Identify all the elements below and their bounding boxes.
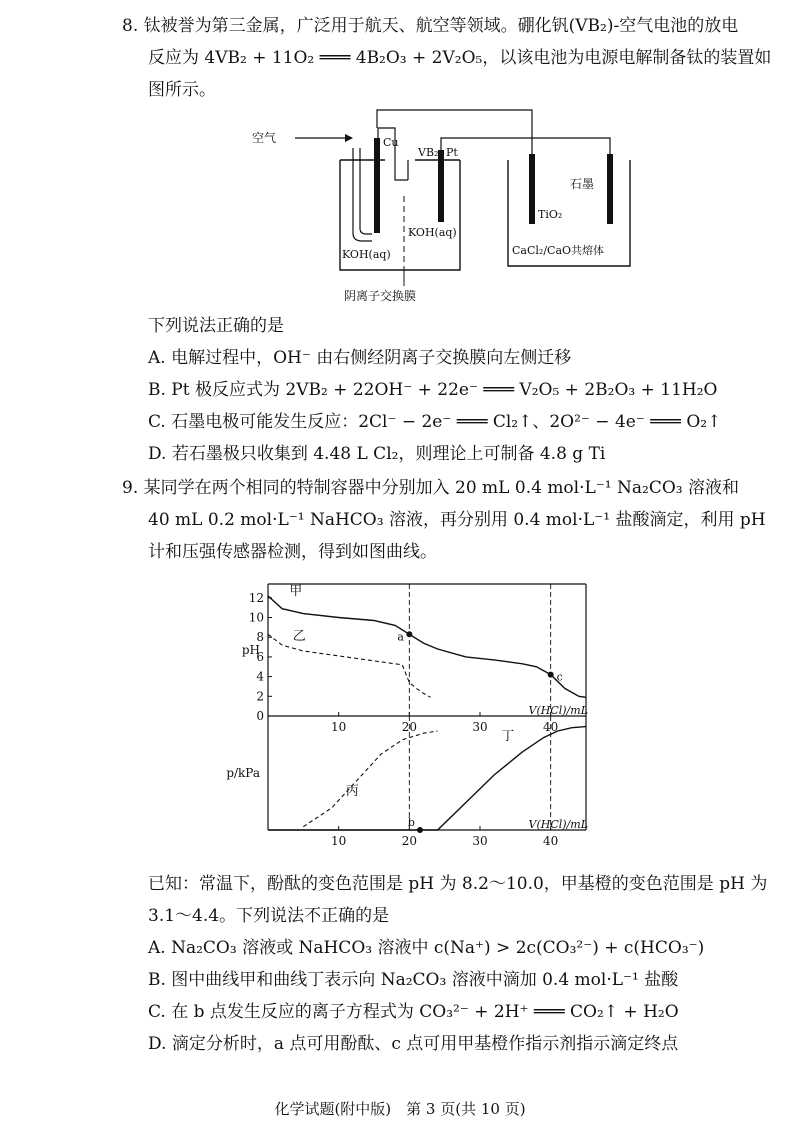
electrolysis-apparatus-diagram [250, 108, 650, 308]
graphite-electrode [607, 154, 613, 224]
q9-line-2: 40 mL 0.2 mol·L⁻¹ NaHCO₃ 溶液，再分别用 0.4 mol·L⁻¹ 盐酸滴定，利用 pH [148, 510, 766, 530]
q8-option-b: B. Pt 极反应式为 2VB₂ + 22OH⁻ + 22e⁻ ═══ V₂O₅ + 2B₂O₃ + 11H₂O [148, 380, 718, 400]
x-tick-label: 20 [401, 720, 417, 734]
x-tick-label: 10 [331, 834, 347, 848]
cu-electrode [374, 138, 380, 233]
q9-option-c: C. 在 b 点发生反应的离子方程式为 CO₃²⁻ + 2H⁺ ═══ CO₂↑ + H₂O [148, 1002, 679, 1022]
q8-option-a: A. 电解过程中，OH⁻ 由右侧经阴离子交换膜向左侧迁移 [148, 348, 572, 368]
data-point [548, 672, 554, 678]
y-axis-label: pH [241, 643, 260, 657]
tio2-label: TiO₂ [538, 208, 563, 221]
x-tick-label: 10 [331, 720, 347, 734]
y-tick-label: 8 [256, 630, 264, 645]
q9-known-2: 3.1～4.4。下列说法不正确的是 [148, 906, 390, 926]
series-label: 丙 [345, 783, 359, 799]
series-label: 丁 [501, 728, 515, 744]
air-label: 空气 [252, 131, 277, 145]
y-axis-label: p/kPa [226, 766, 260, 780]
x-axis-label: V(HCl)/mL [528, 818, 588, 831]
graphite-label: 石墨 [570, 177, 595, 191]
q9-line-3: 计和压强传感器检测，得到如图曲线。 [148, 542, 437, 562]
ph-chart [242, 584, 588, 734]
koh-right-label: KOH(aq) [408, 226, 457, 239]
x-tick-label: 30 [472, 720, 488, 734]
cu-label: Cu [383, 136, 399, 149]
series-line [303, 731, 437, 827]
q8-option-c: C. 石墨电极可能发生反应：2Cl⁻ − 2e⁻ ═══ Cl₂↑、2O²⁻ − 4e⁻ ═══ O₂↑ [148, 412, 722, 432]
q9-line-1: 9. 某同学在两个相同的特制容器中分别加入 20 mL 0.4 mol·L⁻¹ Na₂CO₃ 溶液和 [122, 478, 739, 498]
q8-line-2: 反应为 4VB₂ + 11O₂ ═══ 4B₂O₃ + 2V₂O₅，以该电池为电源电解制备钛的装置如 [148, 48, 772, 68]
air-arrow-icon [345, 134, 353, 142]
x-tick-label: 20 [401, 834, 417, 848]
y-tick-label: 0 [256, 709, 264, 723]
x-tick-label: 30 [472, 834, 488, 848]
data-point [417, 827, 423, 833]
q9-known-1: 已知：常温下，酚酞的变色范围是 pH 为 8.2～10.0，甲基橙的变色范围是 pH 为 [148, 874, 768, 894]
point-label: c [556, 670, 563, 684]
membrane-label: 阴离子交换膜 [344, 289, 417, 303]
x-tick-label: 40 [543, 834, 559, 848]
page-footer: 化学试题(附中版) 第 3 页(共 10 页) [274, 1100, 526, 1118]
q8-line-1: 8. 钛被誉为第三金属，广泛用于航天、航空等领域。硼化钒(VB₂)-空气电池的放电 [122, 16, 739, 36]
pt-label: Pt [446, 146, 458, 159]
tio2-electrode [529, 154, 535, 224]
series-label: 乙 [292, 629, 306, 645]
x-tick-label: 40 [543, 720, 559, 734]
y-tick-label: 2 [256, 689, 264, 704]
vb2-label: VB₂ [418, 146, 439, 159]
y-tick-label: 4 [256, 669, 264, 684]
q8-line-3: 图所示。 [148, 80, 216, 100]
y-tick-label: 12 [248, 590, 264, 605]
melt-label: CaCl₂/CaO共熔体 [512, 244, 605, 257]
series-label: 甲 [289, 583, 303, 599]
y-tick-label: 10 [248, 610, 264, 625]
series-line [268, 596, 586, 697]
titration-charts [220, 572, 620, 868]
x-axis-label: V(HCl)/mL [528, 704, 588, 717]
q8-stem: 下列说法正确的是 [148, 316, 284, 336]
q9-option-d: D. 滴定分析时，a 点可用酚酞、c 点可用甲基橙作指示剂指示滴定终点 [148, 1034, 679, 1054]
q9-option-b: B. 图中曲线甲和曲线丁表示向 Na₂CO₃ 溶液中滴加 0.4 mol·L⁻¹ 盐酸 [148, 970, 679, 990]
q9-option-a: A. Na₂CO₃ 溶液或 NaHCO₃ 溶液中 c(Na⁺) > 2c(CO₃²⁻) + c(HCO₃⁻) [148, 938, 705, 958]
koh-left-label: KOH(aq) [342, 248, 391, 261]
series-line [268, 727, 586, 830]
pressure-chart [226, 716, 588, 848]
pt-electrode [438, 150, 444, 222]
data-point [406, 631, 412, 637]
y-tick-label: 6 [256, 649, 264, 664]
point-label: b [407, 816, 415, 829]
point-label: a [397, 630, 404, 644]
q8-option-d: D. 若石墨极只收集到 4.48 L Cl₂，则理论上可制备 4.8 g Ti [148, 444, 606, 464]
